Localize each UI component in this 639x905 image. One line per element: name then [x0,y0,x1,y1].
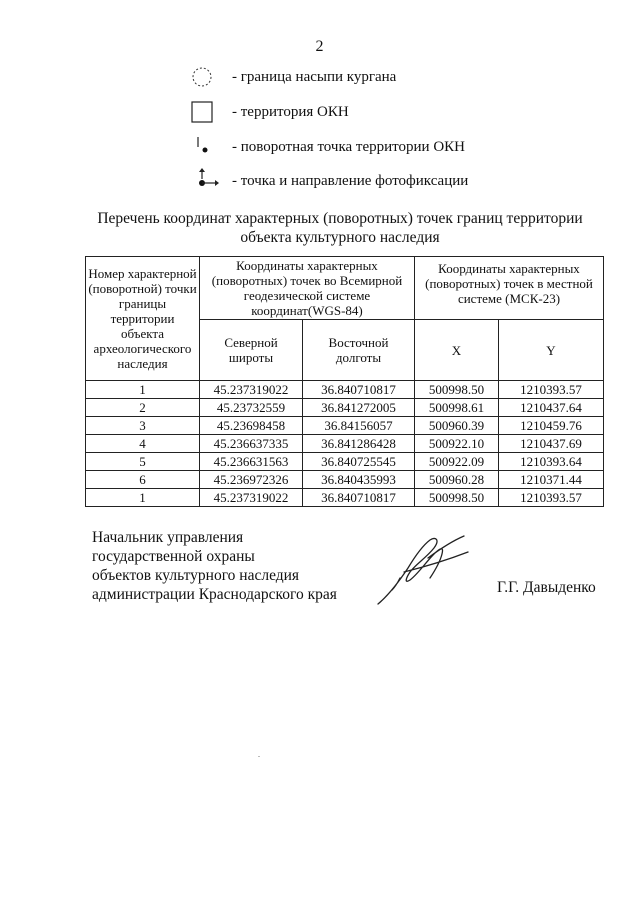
signer-name: Г.Г. Давыденко [497,579,596,596]
cell-lon: 36.840435993 [303,471,415,489]
table-row [86,435,604,453]
legend-label: - территория ОКН [232,103,349,120]
page-number: 2 [315,38,324,55]
cell-x: 500960.28 [415,471,499,489]
header-wgs84: Координаты характерных (поворотных) точек во Всемирной геодезической системе координат(WGS-84) [200,257,415,320]
position-line: администрации Краснодарского края [92,586,337,603]
cell-x: 500998.50 [415,381,499,399]
cell-lat: 45.236972326 [200,471,303,489]
cell-y: 1210459.76 [499,417,604,435]
legend-label: - граница насыпи кургана [232,68,397,85]
handwritten-signature [370,528,480,608]
cell-x: 500960.39 [415,417,499,435]
cell-point: 5 [86,453,200,471]
cell-y: 1210393.57 [499,381,604,399]
cell-lat: 45.23698458 [200,417,303,435]
cell-point: 3 [86,417,200,435]
cell-x: 500998.50 [415,489,499,507]
cell-y: 1210371.44 [499,471,604,489]
cell-lon: 36.840710817 [303,489,415,507]
cell-lat: 45.237319022 [200,381,303,399]
cell-point: 1 [86,381,200,399]
cell-point: 1 [86,489,200,507]
cell-x: 500998.61 [415,399,499,417]
cell-y: 1210393.57 [499,489,604,507]
legend-item-mound-boundary [188,63,396,91]
table-row [86,417,604,435]
header-x: X [415,320,499,381]
position-line: объектов культурного наследия [92,567,300,584]
legend-item-photo-direction [188,167,468,195]
cell-x: 500922.09 [415,453,499,471]
cell-point: 6 [86,471,200,489]
legend-label: - поворотная точка территории ОКН [232,138,465,155]
header-east-longitude: Восточной долготы [303,320,415,381]
cell-lat: 45.237319022 [200,489,303,507]
cell-lon: 36.840710817 [303,381,415,399]
coordinates-table [85,256,604,507]
header-y: Y [499,320,604,381]
table-row [86,489,604,507]
cell-point: 4 [86,435,200,453]
legend-label: - точка и направление фотофиксации [232,172,469,189]
table-row [86,471,604,489]
header-point-number: Номер характерной (поворотной) точки границы территории объекта археологического наследия [86,257,200,381]
dashed-circle-icon [188,63,228,91]
cell-y: 1210393.64 [499,453,604,471]
legend-item-okn-territory [188,98,349,126]
cell-x: 500922.10 [415,435,499,453]
signatory-position [92,528,337,604]
cell-y: 1210437.64 [499,399,604,417]
title-line: Перечень координат характерных (поворотных) точек границ территории [97,210,583,227]
cell-y: 1210437.69 [499,435,604,453]
cell-lon: 36.841272005 [303,399,415,417]
title-line: объекта культурного наследия [240,229,440,246]
cell-lat: 45.236637335 [200,435,303,453]
cell-lon: 36.84156057 [303,417,415,435]
square-outline-icon [188,98,228,126]
position-line: государственной охраны [92,548,255,565]
table-row [86,399,604,417]
photo-direction-icon [188,167,228,195]
turning-point-icon [188,133,228,161]
cell-lon: 36.841286428 [303,435,415,453]
legend-item-turning-point [188,133,465,161]
table-title [60,209,620,247]
scan-speck [258,756,260,757]
position-line: Начальник управления [92,529,244,546]
table-row [86,381,604,399]
header-msk23: Координаты характерных (поворотных) точек в местной системе (МСК-23) [415,257,604,320]
cell-lon: 36.840725545 [303,453,415,471]
table-row [86,453,604,471]
header-north-latitude: Северной широты [200,320,303,381]
cell-lat: 45.23732559 [200,399,303,417]
cell-point: 2 [86,399,200,417]
cell-lat: 45.236631563 [200,453,303,471]
